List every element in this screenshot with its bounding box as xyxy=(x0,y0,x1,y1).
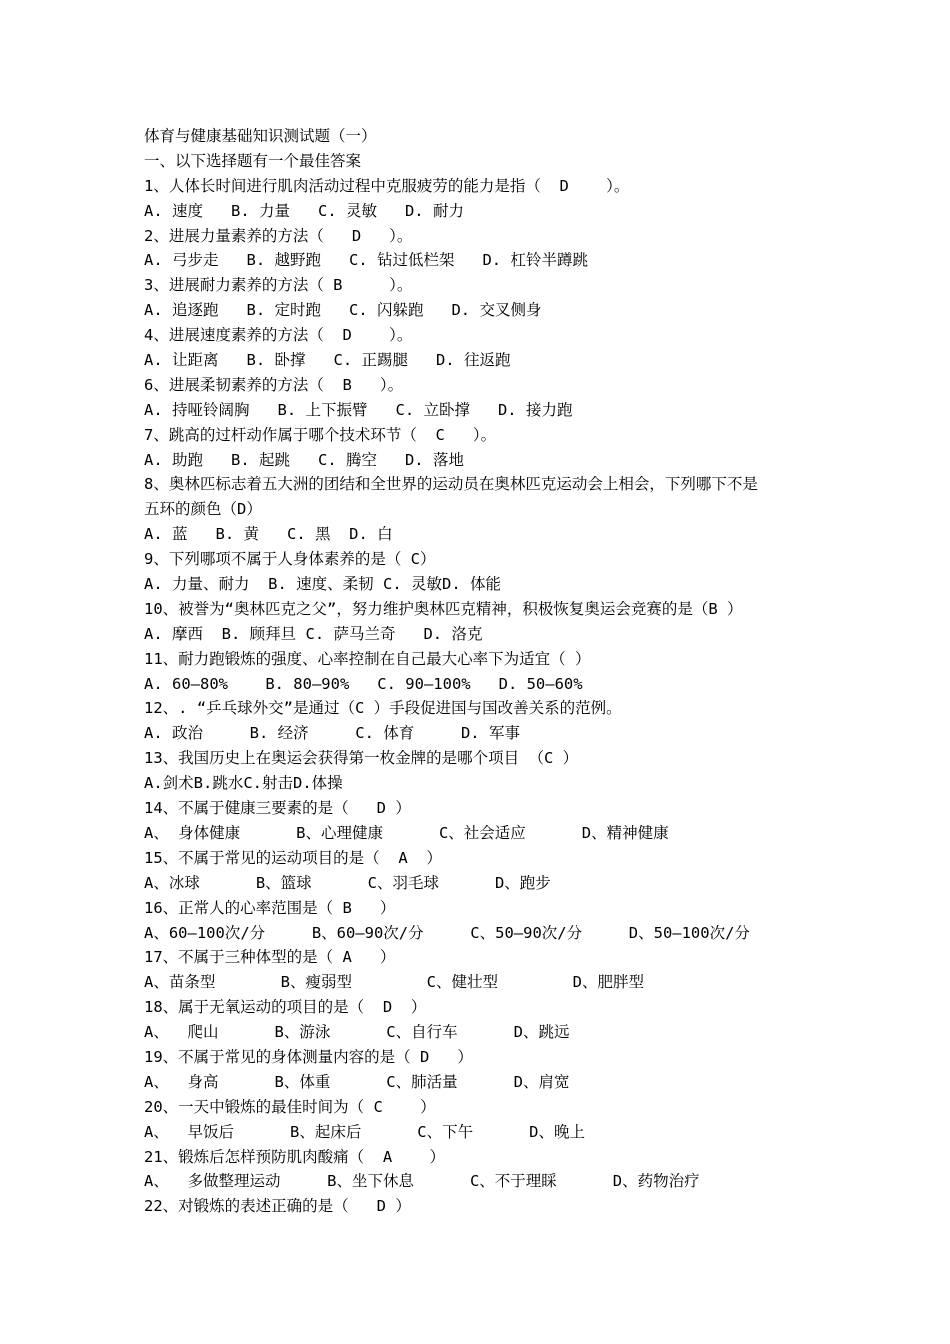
question-line: 1、人体长时间进行肌肉活动过程中克服疲劳的能力是指（ D ）。 xyxy=(144,176,630,195)
question-line: 2、进展力量素养的方法（ D ）。 xyxy=(144,226,413,245)
section-heading: 一、以下选择题有一个最佳答案 xyxy=(144,151,362,170)
question-line: A. 助跑 B. 起跳 C. 腾空 D. 落地 xyxy=(144,450,464,469)
question-line: 4、进展速度素养的方法（ D ）。 xyxy=(144,326,413,345)
document-page xyxy=(144,124,844,1219)
question-line: 17、不属于三种体型的是（ A ） xyxy=(144,948,396,967)
question-line: 13、我国历史上在奥运会获得第一枚金牌的是哪个项目 （C ） xyxy=(144,749,579,768)
question-line: 7、跳高的过杆动作属于哪个技术环节（ C ）。 xyxy=(144,425,497,444)
question-line: 3、进展耐力素养的方法（ B ）。 xyxy=(144,276,413,295)
question-line: 6、进展柔韧素养的方法（ B ）。 xyxy=(144,375,404,394)
question-line: A、苗条型 B、瘦弱型 C、健壮型 D、肥胖型 xyxy=(144,973,644,992)
question-line: A. 追逐跑 B. 定时跑 C. 闪躲跑 D. 交叉侧身 xyxy=(144,301,542,320)
question-line: A、 多做整理运动 B、坐下休息 C、不于理睬 D、药物治疗 xyxy=(144,1172,700,1191)
question-line: A. 60—80% B. 80—90% C. 90—100% D. 50—60% xyxy=(144,674,583,693)
question-line: A. 持哑铃阔胸 B. 上下振臂 C. 立卧撑 D. 接力跑 xyxy=(144,400,573,419)
question-line: 9、下列哪项不属于人身体素养的是（ C） xyxy=(144,550,436,569)
question-line: A. 政治 B. 经济 C. 体育 D. 军事 xyxy=(144,724,520,743)
question-line: A、 早饭后 B、起床后 C、下午 D、晚上 xyxy=(144,1122,585,1141)
question-line: 16、正常人的心率范围是（ B ） xyxy=(144,898,396,917)
question-line: A、 身体健康 B、心理健康 C、社会适应 D、精神健康 xyxy=(144,823,669,842)
question-line: A、 爬山 B、游泳 C、自行车 D、跳远 xyxy=(144,1023,570,1042)
question-line: A. 速度 B. 力量 C. 灵敏 D. 耐力 xyxy=(144,201,464,220)
question-line: 五环的颜色（D） xyxy=(144,500,262,519)
question-line: 15、不属于常见的运动项目的是（ A ） xyxy=(144,848,442,867)
question-line: 20、一天中锻炼的最佳时间为（ C ） xyxy=(144,1097,436,1116)
question-line: 21、锻炼后怎样预防肌肉酸痛（ A ） xyxy=(144,1147,445,1166)
question-line: 11、耐力跑锻炼的强度、心率控制在自己最大心率下为适宜（ ） xyxy=(144,649,591,668)
question-line: 22、对锻炼的表述正确的是（ D ） xyxy=(144,1197,411,1216)
document-title: 体育与健康基础知识测试题（一） xyxy=(144,127,377,145)
question-line: A. 让距离 B. 卧撑 C. 正踢腿 D. 往返跑 xyxy=(144,351,511,370)
question-line: 14、不属于健康三要素的是（ D ） xyxy=(144,799,411,818)
question-line: 19、不属于常见的身体测量内容的是（ D ） xyxy=(144,1047,473,1066)
question-line: A. 弓步走 B. 越野跑 C. 钻过低栏架 D. 杠铃半蹲跳 xyxy=(144,251,588,270)
question-line: A、冰球 B、篮球 C、羽毛球 D、跑步 xyxy=(144,873,551,892)
question-line: A、 身高 B、体重 C、肺活量 D、肩宽 xyxy=(144,1072,570,1091)
question-line: A. 力量、耐力 B. 速度、柔韧 C. 灵敏D. 体能 xyxy=(144,575,501,594)
question-line: 8、奥林匹标志着五大洲的团结和全世界的运动员在奥林匹克运动会上相会，下列哪下不是 xyxy=(144,475,758,494)
question-line: A.剑术B.跳水C.射击D.体操 xyxy=(144,774,343,793)
question-line: 10、被誉为“奥林匹克之父”，努力维护奥林匹克精神，积极恢复奥运会竞赛的是（B ） xyxy=(144,599,743,618)
question-line: 12、. “乒乓球外交”是通过（C ）手段促进国与国改善关系的范例。 xyxy=(144,699,622,718)
question-line: 18、属于无氧运动的项目的是（ D ） xyxy=(144,998,427,1017)
question-line: A. 蓝 B. 黄 C. 黑 D. 白 xyxy=(144,525,393,544)
question-line: A. 摩西 B. 顾拜旦 C. 萨马兰奇 D. 洛克 xyxy=(144,624,483,643)
question-list xyxy=(144,174,844,1219)
question-line: A、60—100次/分 B、60—90次/分 C、50—90次/分 D、50—100次/分 xyxy=(144,923,750,942)
